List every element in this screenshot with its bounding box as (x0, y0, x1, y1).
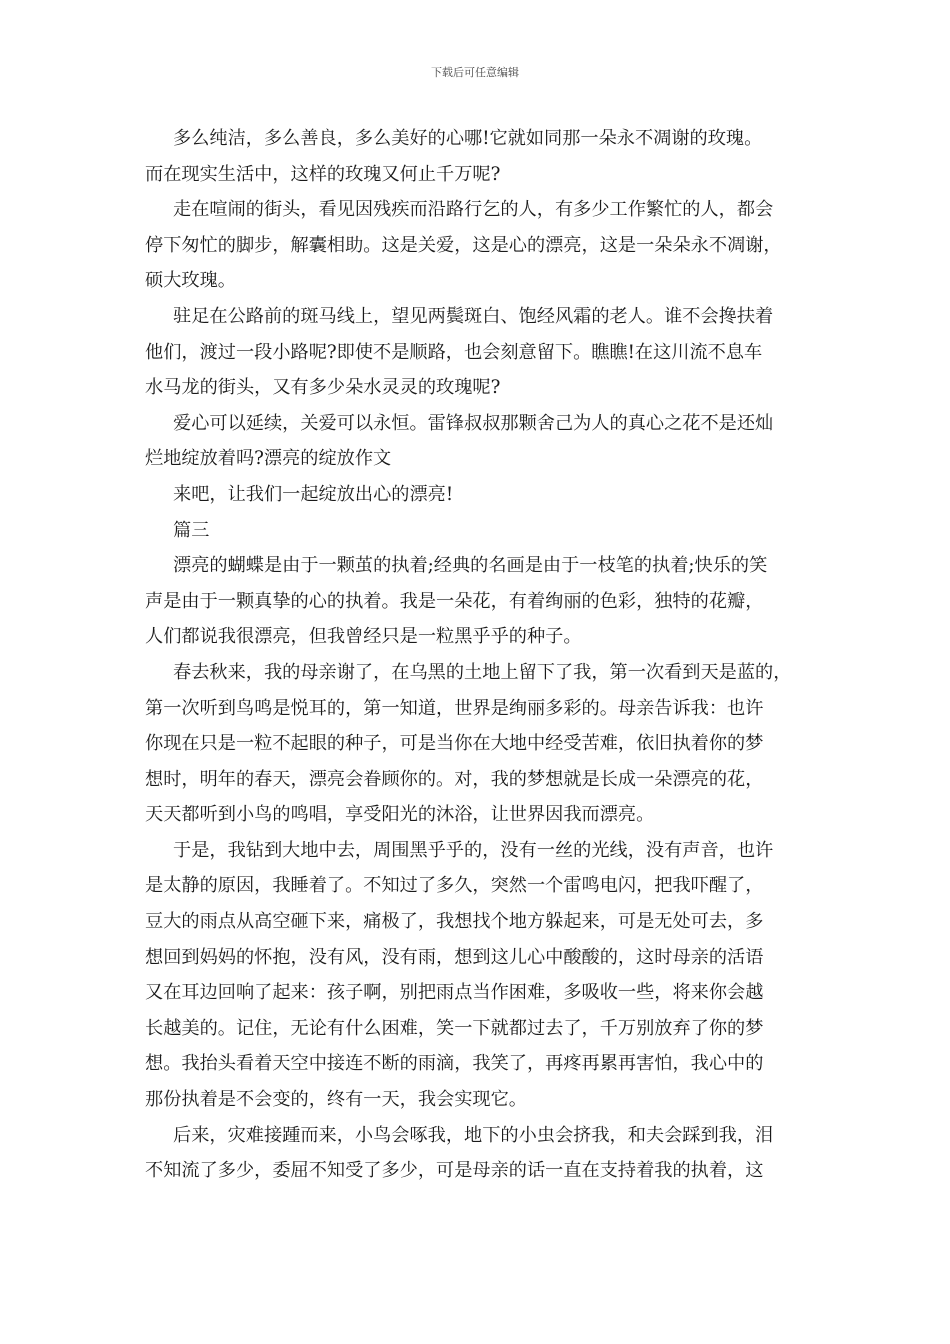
text-line: 又在耳边回响了起来：孩子啊，别把雨点当作困难，多吸收一些，将来你会越 (145, 982, 764, 1004)
text-line: 爱心可以延续，关爱可以永恒。雷锋叔叔那颗舍己为人的真心之花不是还灿 (173, 412, 774, 434)
text-line: 想时，明年的春天，漂亮会眷顾你的。对，我的梦想就是长成一朵漂亮的花， (145, 768, 764, 790)
text-line: 人们都说我很漂亮，但我曾经只是一粒黑乎乎的种子。 (145, 626, 582, 648)
text-line: 水马龙的街头，又有多少朵水灵灵的玫瑰呢? (145, 377, 501, 399)
document-body (145, 121, 810, 1189)
text-line: 是太静的原因，我睡着了。不知过了多久，突然一个雷鸣电闪，把我吓醒了， (145, 875, 764, 897)
text-line: 硕大玫瑰。 (145, 270, 236, 292)
text-line: 篇三 (173, 519, 210, 541)
text-line: 烂地绽放着吗?漂亮的绽放作文 (145, 448, 392, 470)
text-line: 豆大的雨点从高空砸下来，痛极了，我想找个地方躲起来，可是无处可去，多 (145, 911, 764, 933)
text-line: 你现在只是一粒不起眼的种子，可是当你在大地中经受苦难，依旧执着你的梦 (145, 733, 764, 755)
text-line: 不知流了多少，委屈不知受了多少，可是母亲的话一直在支持着我的执着，这 (145, 1160, 764, 1182)
text-line: 驻足在公路前的斑马线上，望见两鬓斑白、饱经风霜的老人。谁不会搀扶着 (173, 305, 774, 327)
text-line: 停下匆忙的脚步，解囊相助。这是关爱，这是心的漂亮，这是一朵朵永不凋谢， (145, 234, 782, 256)
page-header-note: 下载后可任意编辑 (431, 66, 519, 79)
text-line: 而在现实生活中，这样的玫瑰又何止千万呢? (145, 163, 501, 185)
text-line: 想回到妈妈的怀抱，没有风，没有雨，想到这儿心中酸酸的，这时母亲的活语 (145, 946, 764, 968)
text-line: 于是，我钻到大地中去，周围黑乎乎的，没有一丝的光线，没有声音，也许 (173, 839, 774, 861)
text-line: 那份执着是不会变的，终有一天，我会实现它。 (145, 1089, 527, 1111)
text-line: 天天都听到小鸟的鸣唱，享受阳光的沐浴，让世界因我而漂亮。 (145, 804, 655, 826)
text-line: 第一次听到鸟鸣是悦耳的，第一知道，世界是绚丽多彩的。母亲告诉我：也许 (145, 697, 764, 719)
text-line: 走在喧闹的街头，看见因残疾而沿路行乞的人，有多少工作繁忙的人，都会 (173, 199, 774, 221)
text-line: 他们，渡过一段小路呢?即使不是顺路，也会刻意留下。瞧瞧!在这川流不息车 (145, 341, 763, 363)
text-line: 多么纯洁，多么善良，多么美好的心哪!它就如同那一朵永不凋谢的玫瑰。 (173, 128, 763, 149)
text-line: 想。我抬头看着天空中接连不断的雨滴，我笑了，再疼再累再害怕，我心中的 (145, 1053, 764, 1075)
text-line: 声是由于一颗真挚的心的执着。我是一朵花，有着绚丽的色彩，独特的花瓣， (145, 590, 764, 612)
text-line: 春去秋来，我的母亲谢了，在乌黑的土地上留下了我，第一次看到天是蓝的， (173, 661, 792, 683)
text-line: 来吧，让我们一起绽放出心的漂亮! (173, 483, 454, 505)
text-line: 漂亮的蝴蝶是由于一颗茧的执着;经典的名画是由于一枝笔的执着;快乐的笑 (173, 555, 768, 577)
text-line: 长越美的。记住，无论有什么困难，笑一下就都过去了，千万别放弃了你的梦 (145, 1017, 764, 1039)
text-line: 后来，灾难接踵而来，小鸟会啄我，地下的小虫会挤我，和夫会踩到我，泪 (173, 1124, 774, 1146)
